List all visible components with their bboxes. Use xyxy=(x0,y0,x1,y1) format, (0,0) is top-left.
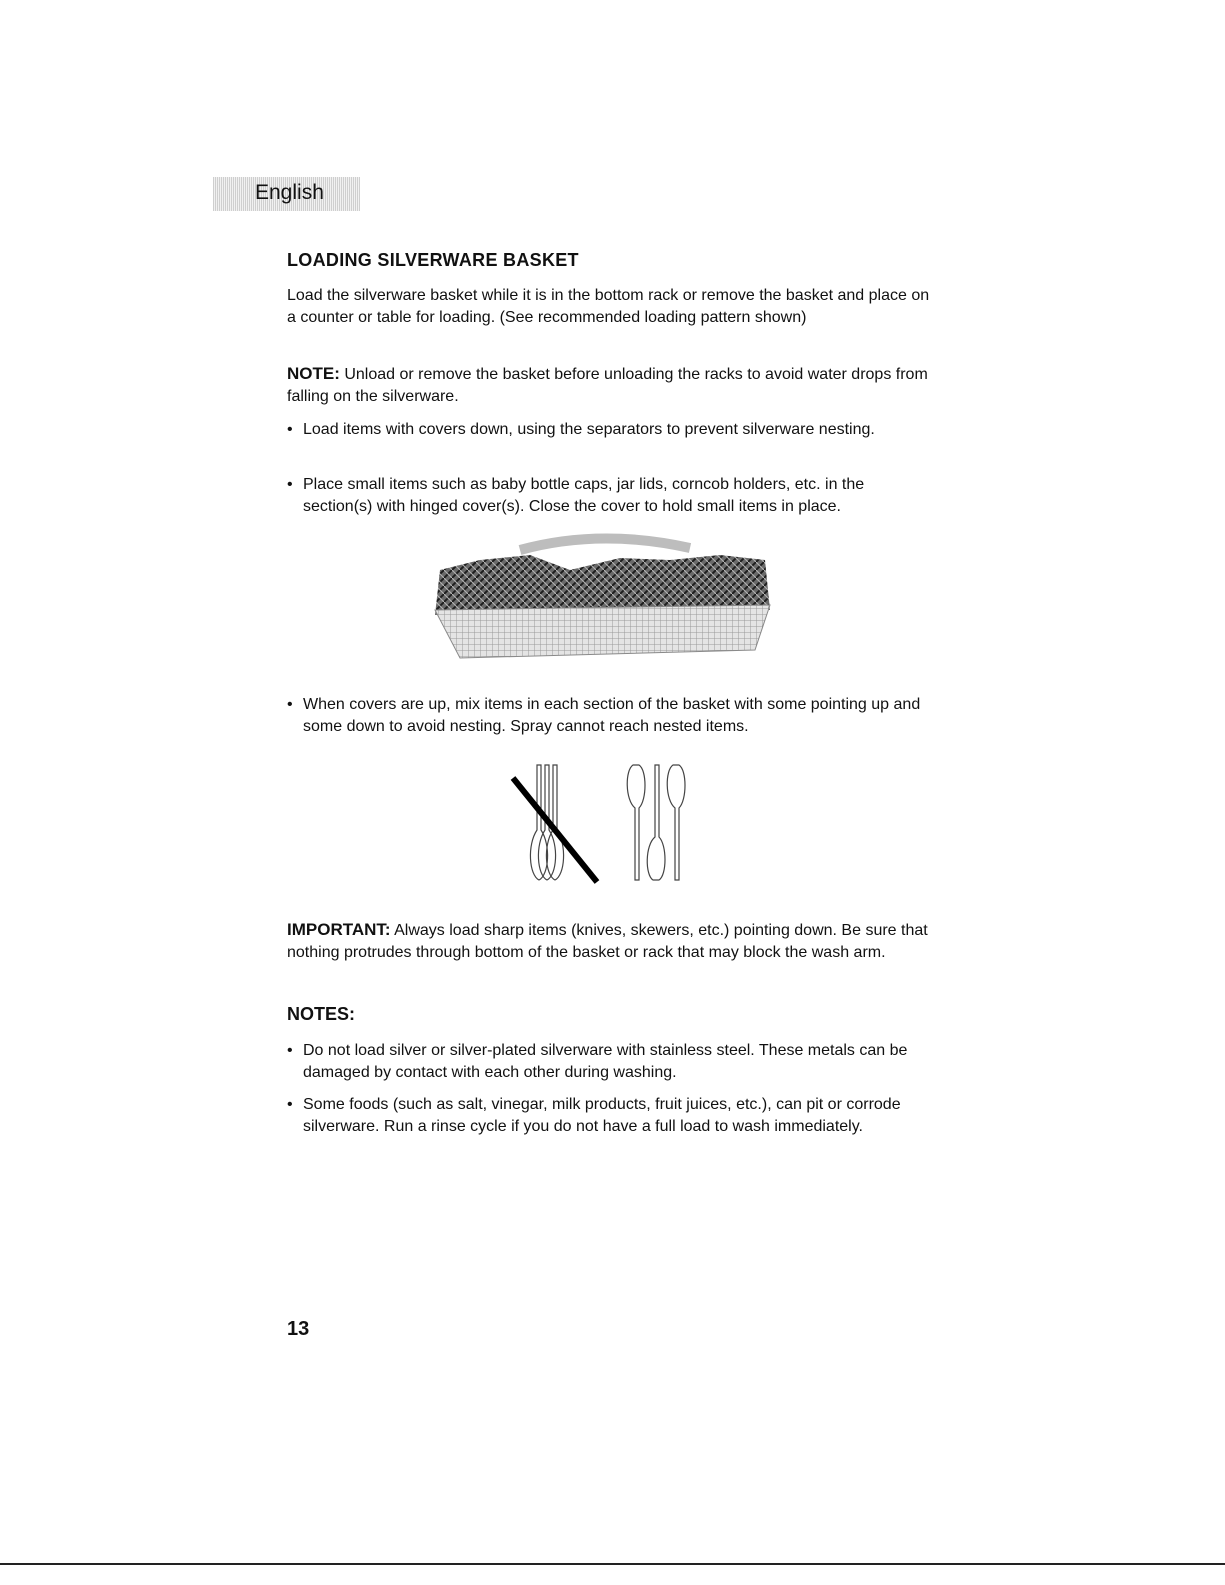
bullet-dot: • xyxy=(287,1096,293,1113)
bullet-text: Some foods (such as salt, vinegar, milk products, fruit juices, etc.), can pit or corrode silverware. Run a rinse cycle if you do not have a full load to wash immediately. xyxy=(303,1096,901,1135)
language-label: English xyxy=(255,181,324,204)
bullet-dot: • xyxy=(287,421,293,438)
note-item-foods xyxy=(287,1094,937,1137)
nesting-diagram xyxy=(505,760,695,890)
page-number: 13 xyxy=(287,1318,310,1340)
language-tab xyxy=(213,177,360,211)
bullet-dot: • xyxy=(287,696,293,713)
basket-handle xyxy=(520,538,690,550)
bullet-covers-down xyxy=(287,419,937,441)
notes-heading: NOTES: xyxy=(287,1004,356,1024)
silverware-basket-illustration xyxy=(420,530,780,665)
note-block xyxy=(287,363,937,407)
important-text: Always load sharp items (knives, skewers, etc.) pointing down. Be sure that nothing protrudes through bottom of the basket or rack that may block the wash arm. xyxy=(287,922,928,961)
section-title: LOADING SILVERWARE BASKET xyxy=(287,250,579,270)
note-text: Unload or remove the basket before unloading the racks to avoid water drops from falling on the silverware. xyxy=(287,366,928,405)
note-label: NOTE: xyxy=(287,364,340,383)
bullet-text: Do not load silver or silver-plated silverware with stainless steel. These metals can be damaged by contact with each other during washing. xyxy=(303,1042,908,1081)
intro-paragraph: Load the silverware basket while it is in the bottom rack or remove the basket and place on a counter or table for loading. (See recommended loading pattern shown) xyxy=(287,287,930,326)
bullet-text: Load items with covers down, using the separators to prevent silverware nesting. xyxy=(303,421,875,438)
bullet-small-items xyxy=(287,474,937,517)
alternated-spoons-icon xyxy=(627,765,685,880)
bullet-covers-up xyxy=(287,694,937,737)
bullet-text: Place small items such as baby bottle caps, jar lids, corncob holders, etc. in the section(s) with hinged cover(s). Close the cover to hold small items in place. xyxy=(303,476,865,515)
bullet-dot: • xyxy=(287,1042,293,1059)
basket-body xyxy=(435,605,770,658)
important-block xyxy=(287,919,937,963)
bullet-text: When covers are up, mix items in each section of the basket with some pointing up and some down to avoid nesting. Spray cannot reach nested items. xyxy=(303,696,921,735)
note-item-silver xyxy=(287,1040,937,1083)
bullet-dot: • xyxy=(287,476,293,493)
important-label: IMPORTANT: xyxy=(287,920,391,939)
bottom-rule xyxy=(0,1563,1225,1565)
